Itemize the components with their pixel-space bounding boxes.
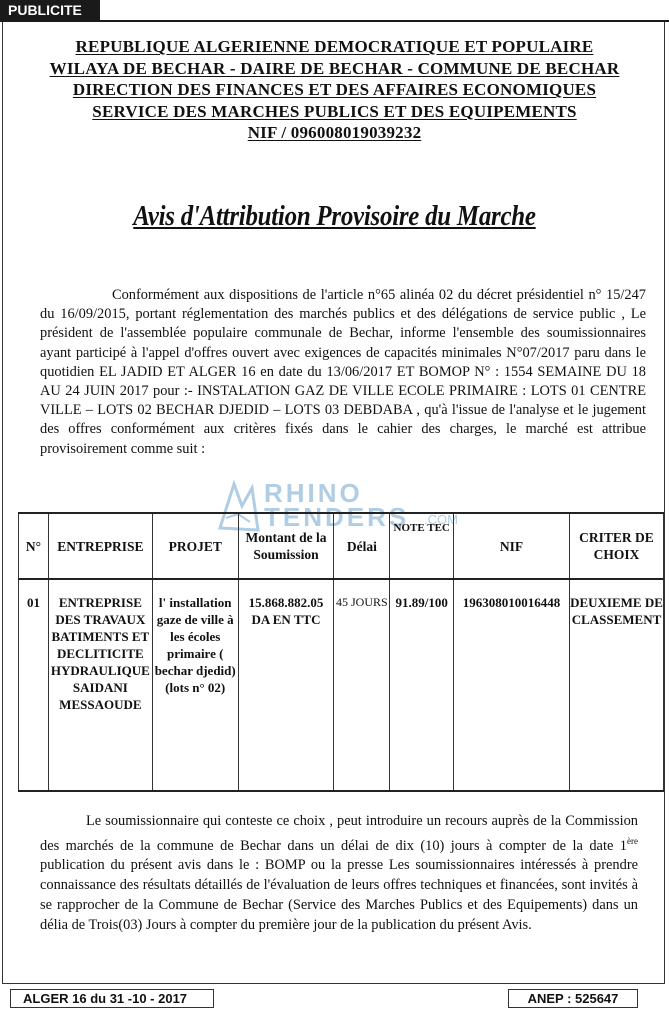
cell-note: 91.89/100 — [390, 579, 454, 791]
header-line-1: REPUBLIQUE ALGERIENNE DEMOCRATIQUE ET POPULAIRE — [75, 37, 594, 56]
issuer-header — [0, 36, 669, 144]
footer-newspaper: ALGER 16 — [23, 991, 87, 1006]
cell-entreprise: ENTREPRISE DES TRAVAUX BATIMENTS ET DECLITICITE HYDRAULIQUE SAIDANI MESSAOUDE — [48, 579, 152, 791]
header-line-4: SERVICE DES MARCHES PUBLICS ET DES EQUIPEMENTS — [92, 101, 577, 121]
col-nif: NIF — [454, 513, 570, 579]
recourse-text-2: publication du présent avis dans le : BOMP ou la presse Les soumissionnaires intéressés à prendre connaissance des résultats détaillés de l'évaluation de leurs offres techniques et financées, sont invités à se rapprocher de la Commune de Bechar (Service des Marches Publics et des Equipements) dans un délia de Trois(03) Jours à compter du première jour de la publication du présent Avis. — [40, 857, 638, 933]
footer-anep: ANEP : 525647 — [508, 989, 638, 1008]
watermark-line-1: RHINO — [264, 478, 363, 508]
award-table — [18, 512, 664, 792]
header-line-2: WILAYA DE BECHAR - DAIRE DE BECHAR - COMMUNE DE BECHAR — [49, 58, 620, 78]
cell-no: 01 — [19, 579, 49, 791]
cell-critere: DEUXIEME DE CLASSEMENT — [569, 579, 663, 791]
paragraph-intro: Conformément aux dispositions de l'article n°65 alinéa 02 du décret présidentiel n° 15/247 du 16/09/2015, portant réglementation des marchés publics et des délégations de service public , Le président de l'assemblée populaire communale de Bechar, informe l'ensemble des soumissionnaires ayant participé à l'appel d'offres ouvert avec exigences de capacités minimales N°07/2017 paru dans le quotidien EL JADID ET ALGER 16 en date du 13/06/2017 ET BOMOP N° : 1554 SEMAINE DU 18 AU 24 JUIN 2017 pour :- INSTALATION GAZ DE VILLE ECOLE PRIMAIRE : LOTS 01 CENTRE VILLE – LOTS 02 BECHAR DJEDID – LOTS 03 DEBDABA , qu'à l'issue de l'analyse et le jugement des offres conformément aux critères fixés dans le cahier des charges, le marché est attribue provisoirement comme suit : — [40, 287, 646, 457]
col-no: N° — [19, 513, 49, 579]
recourse-text-1: Le soumissionnaire qui conteste ce choix , peut introduire un recours auprès de la Commission des marchés de la commune de Bechar dans un délai de dix (10) jours à compter de la date 1 — [40, 813, 638, 854]
cell-montant: 15.868.882.05 DA EN TTC — [238, 579, 334, 791]
notice-title: Avis d'Attribution Provisoire du Marche — [133, 200, 536, 232]
watermark-line-2: TENDERS — [264, 502, 410, 532]
cell-nif: 196308010016448 — [454, 579, 570, 791]
table-header-row — [19, 513, 664, 579]
section-tab: PUBLICITE — [0, 0, 100, 20]
footer-date: du 31 -10 - 2017 — [90, 991, 188, 1006]
col-entreprise: ENTREPRISE — [48, 513, 152, 579]
col-note: NOTE TEC — [390, 513, 454, 579]
col-delai: Délai — [334, 513, 390, 579]
recourse-superscript: ère — [627, 835, 638, 846]
paragraph-recourse — [40, 812, 638, 936]
watermark-suffix: .COM — [424, 512, 458, 527]
header-nif: NIF / 096008019039232 — [247, 123, 422, 142]
footer-source — [10, 989, 214, 1008]
col-critere: CRITER DE CHOIX — [569, 513, 663, 579]
header-line-3: DIRECTION DES FINANCES ET DES AFFAIRES ECONOMIQUES — [72, 80, 597, 99]
cell-projet: l' installation gaze de ville à les écoles primaire ( bechar djedid) (lots n° 02) — [152, 579, 238, 791]
col-montant: Montant de la Soumission — [238, 513, 334, 579]
col-projet: PROJET — [152, 513, 238, 579]
table-row — [19, 579, 664, 791]
cell-delai: 45 JOURS — [334, 579, 390, 791]
